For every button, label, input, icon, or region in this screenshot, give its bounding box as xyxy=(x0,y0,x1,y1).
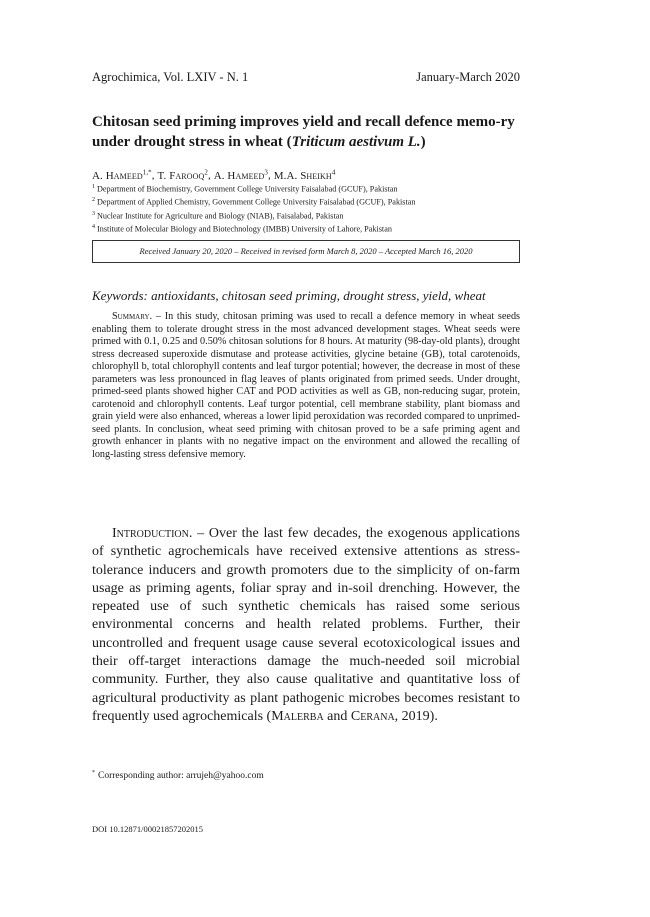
author: T. Farooq$^2$ xyxy=(157,168,208,182)
summary-label: Summary. xyxy=(112,311,153,322)
affiliation: $^1$ Department of Biochemistry, Government College University Faisalabad (GCUF), Pakistan xyxy=(92,184,398,194)
author-list: A. Hameed$^{1,*}$, T. Farooq$^2$, A. Hameed$^3$, M.A. Sheikh$^4$ xyxy=(92,168,336,182)
title-close: ) xyxy=(420,134,426,150)
keywords: Keywords: antioxidants, chitosan seed priming, drought stress, yield, wheat xyxy=(92,288,486,303)
affiliation: $^2$ Department of Applied Chemistry, Government College University Faisalabad (GCUF), Pakistan xyxy=(92,197,416,208)
introduction-paragraph: Introduction. – Over the last few decades, the exogenous applications of synthetic agrochemicals have received extensive attentions as stress-tolerance inducers and growth promoters due to the simplicity of on-farm usage as priming agents, foliar spray and in-soil drenching. However, the repeated use of such synthetic chemicals has raised some serious environmental concerns and health related problems. Further, their uncontrolled and frequent usage cause several ecotoxicological issues and their off-target interactions damage the much-needed soil microbial community. Further, they also cause qualitative and quantitative loss of agricultural productivity as plant pathogenic microbes becomes resistant to frequently used agrochemicals (Malerba and Cerana, 2019). xyxy=(92,526,520,724)
introduction-text: – Over the last few decades, the exogenous applications of synthetic agrochemicals have received extensive attentions as stress-tolerance inducers and growth promoters due to the simplicity of on-farm usage as priming agents, foliar spray and in-soil drenching. However, the repeated use of such synthetic chemicals has raised some serious environmental concerns and health related problems. Further, their uncontrolled and frequent usage cause several ecotoxicological issues and their off-target interactions damage the much-needed soil microbial community. Further, they also cause qualitative and quantitative loss of agricultural productivity as plant pathogenic microbes becomes resistant to frequently used agrochemicals ( xyxy=(92,526,520,724)
citation-author: Malerba xyxy=(271,708,324,724)
introduction-label: Introduction. xyxy=(112,526,193,541)
affiliation-list xyxy=(92,182,520,235)
affiliation: $^4$ Institute of Molecular Biology and Biotechnology (IMBB) University of Lahore, Pakistan xyxy=(92,223,392,234)
author: A. Hameed$^{1,*}$ xyxy=(92,168,152,182)
citation-author: Cerana xyxy=(350,708,395,724)
received-dates-box: Received January 20, 2020 – Received in revised form March 8, 2020 – Accepted March 16, 2020 xyxy=(92,240,520,263)
issue-date: January-March 2020 xyxy=(416,70,520,84)
summary-paragraph xyxy=(92,311,520,462)
affiliation: $^3$ Nuclear Institute for Agriculture and Biology (NIAB), Faisalabad, Pakistan xyxy=(92,210,344,221)
running-header xyxy=(92,70,520,85)
author: M.A. Sheikh$^4$ xyxy=(273,168,336,182)
summary-text: – In this study, chitosan priming was used to recall a defence memory in wheat seeds enabling them to tolerate drought stress in the most advanced development stages. Wheat seeds were primed with 0.1, 0.25 and 0.50% chitosan solutions for 8 hours. At maturity (98-day-old plants), drought stress decreased superoxide dismutase and protease activities, glycine betaine (GB), total carotenoids, chlorophyll b, total chlorophyll contents and leaf turgor potential; however, the decrease in most of these parameters was less pronounced in flag leaves of plants originated from primed seeds. Under drought, primed-seed plants showed higher CAT and POD activities as well as GB, non-reducing sugar, protein, carotenoid and chlorophyll contents. Leaf turgor potential, cell membrane stability, plant biomass and grain yield were also enhanced, whereas a lower lipid peroxidation was recorded compared to unprimed-seed plants. In conclusion, wheat seed priming with chitosan proved to be a safe priming agent and growth enhancer in plants with no negative impact on the environment and allowed the recalling of long-lasting stress defensive memory. xyxy=(92,311,520,461)
corresponding-author-footnote: * Corresponding author: arrujeh@yahoo.com xyxy=(92,770,264,782)
doi: DOI 10.12871/00021857202015 xyxy=(92,824,203,834)
paper-title xyxy=(92,112,520,152)
title-main: Chitosan seed priming improves yield and recall defence memo-ry under drought stress in wheat ( xyxy=(92,114,515,150)
author: A. Hameed$^3$ xyxy=(213,168,269,182)
title-species: Triticum aestivum L. xyxy=(291,134,421,150)
journal-name: Agrochimica, Vol. LXIV - N. 1 xyxy=(92,70,249,84)
